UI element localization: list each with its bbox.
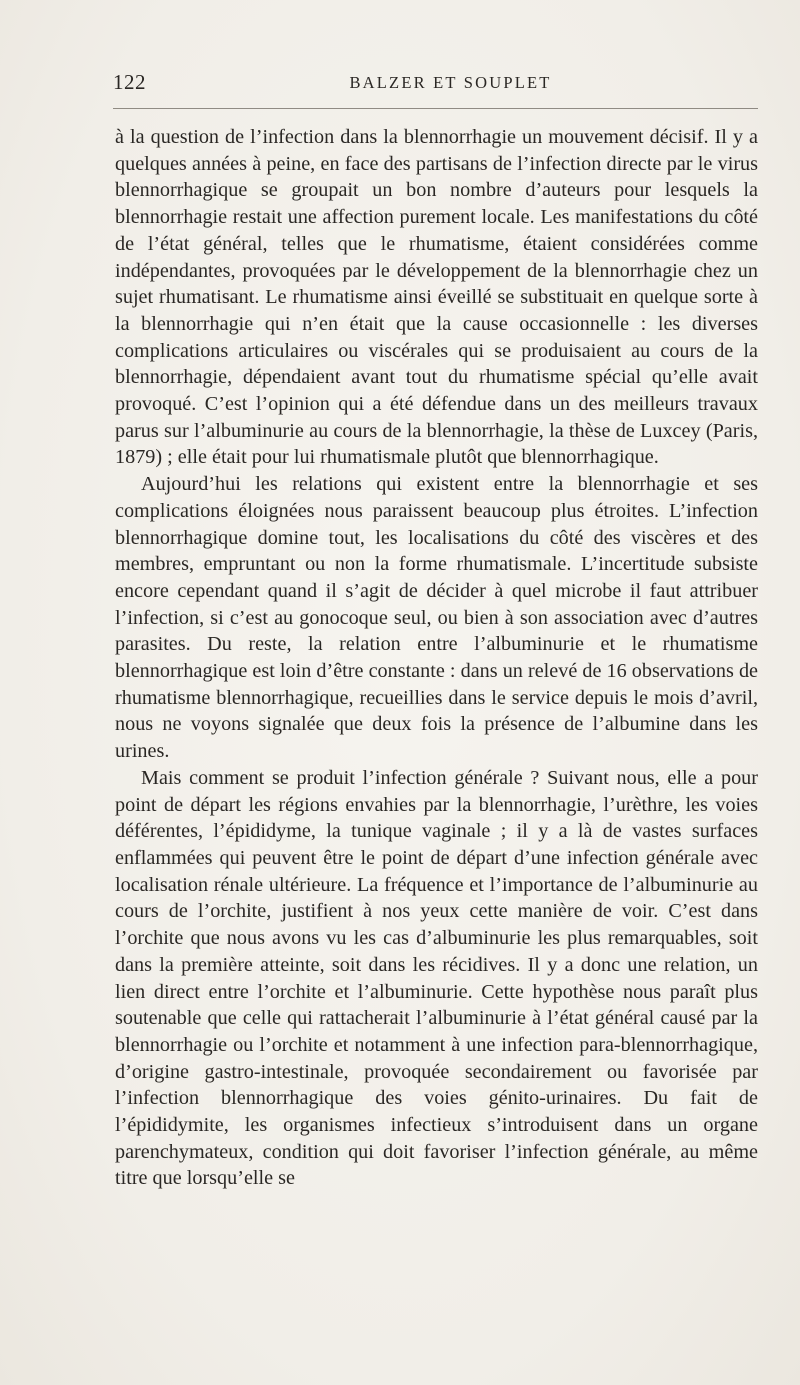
paragraph-3: Mais comment se produit l’infection générale ? Suivant nous, elle a pour point de départ les régions envahies par la blennorrhagie, l’urèthre, les voies déférentes, l’épididyme, la tunique vaginale ; il y a là de vastes surfaces enflammées qui peuvent être le point de départ d’une infection générale avec localisation rénale ultérieure. La fréquence et l’importance de l’albuminurie au cours de l’orchite, justifient à nos yeux cette manière de voir. C’est dans l’orchite que nous avons vu les cas d’albuminurie les plus remarquables, soit dans la première atteinte, soit dans les récidives. Il y a donc une relation, un lien direct entre l’orchite et l’albuminurie. Cette hypothèse nous paraît plus soutenable que celle qui rattacherait l’albuminurie à l’état général causé par la blennorrhagie ou l’orchite et notamment à une infection para-blennorrhagique, d’origine gastro-intestinale, provoquée secondairement ou favorisée par l’infection blennorrhagique des voies génito-urinaires. Du fait de l’épididymite, les organismes infectieux s’introduisent dans un organe parenchymateux, condition qui doit favoriser l’infection générale, au même titre que lorsqu’elle se	[115, 766, 758, 1190]
body-text	[115, 124, 758, 1192]
paragraph-2: Aujourd’hui les relations qui existent entre la blennorrhagie et ses complications éloignées nous paraissent beaucoup plus étroites. L’infection blennorrhagique domine tout, les localisations du côté des viscères et des membres, empruntant ou non la forme rhumatismale. L’incertitude subsiste encore cependant quand il s’agit de décider à quel microbe il faut attribuer l’infection, si c’est au gonocoque seul, ou bien à son association avec d’autres parasites. Du reste, la relation entre l’albuminurie et le rhumatisme blennorrhagique est loin d’être constante : dans un relevé de 16 observations de rhumatisme blennorrhagique, recueillies dans le service depuis le mois d’avril, nous ne voyons signalée que deux fois la présence de l’albumine dans les urines.	[115, 473, 758, 763]
header-rule	[113, 108, 758, 109]
paragraph-1: à la question de l’infection dans la blennorrhagie un mouvement décisif. Il y a quelques années à peine, en face des partisans de l’infection directe par le virus blennorrhagique se groupait un bon nombre d’auteurs pour lesquels la blennorrhagie restait une affection purement locale. Les manifestations du côté de l’état général, telles que le rhumatisme, étaient considérées comme indépendantes, provoquées par le développement de la blennorrhagie chez un sujet rhumatisant. Le rhumatisme ainsi éveillé se substituait en quelque sorte à la blennorrhagie qui n’en était que la cause occasionnelle : les diverses complications articulaires ou viscérales qui se produisaient au cours de la blennorrhagie, dépendaient avant tout du rhumatisme spécial qu’elle avait provoqué. C’est l’opinion qui a été défendue dans un des meilleurs travaux parus sur l’albuminurie au cours de la blennorrhagie, la thèse de Luxcey (Paris, 1879) ; elle était pour lui rhumatismale plutôt que blennorrhagique.	[115, 126, 758, 469]
running-head: BALZER ET SOUPLET	[349, 73, 552, 92]
page-header	[113, 70, 758, 100]
page-number: 122	[113, 70, 146, 94]
